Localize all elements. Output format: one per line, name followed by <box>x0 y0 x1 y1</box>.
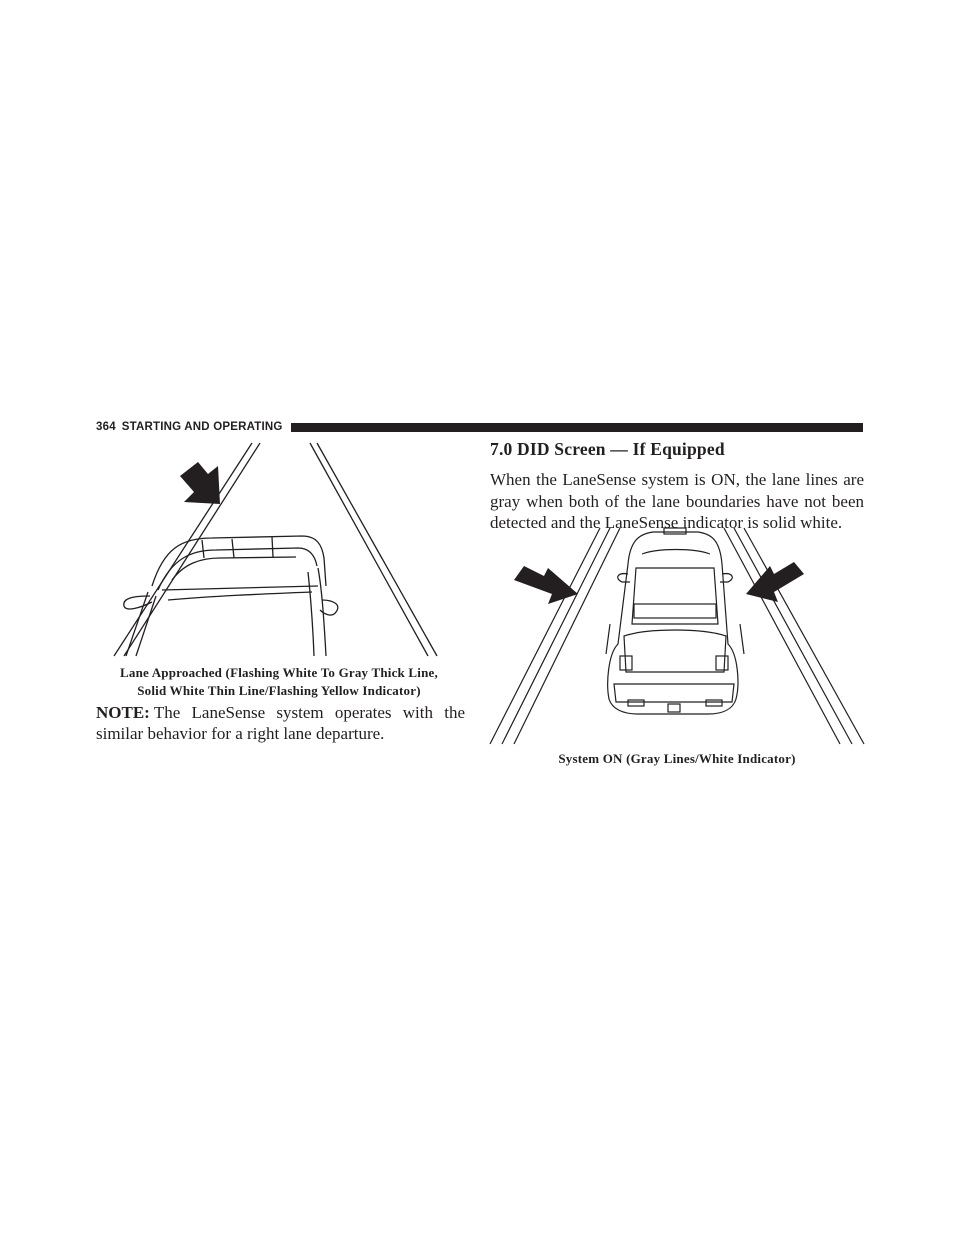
lane-approached-illustration <box>112 440 440 658</box>
running-header <box>96 419 863 435</box>
note-paragraph <box>96 702 465 744</box>
section-heading: 7.0 DID Screen — If Equipped <box>490 439 725 459</box>
lane-approached-figure <box>112 440 440 658</box>
left-figure-caption <box>96 664 462 700</box>
note-text: The LaneSense system operates with the similar behavior for a right lane departure. <box>96 703 465 743</box>
arrow-down-right-icon <box>514 566 578 604</box>
section-title: STARTING AND OPERATING <box>121 421 283 433</box>
right-figure-caption: System ON (Gray Lines/White Indicator) <box>558 751 796 766</box>
note-label: NOTE: <box>96 703 150 722</box>
system-on-illustration <box>488 524 868 746</box>
system-on-figure <box>488 524 868 746</box>
body-paragraph: When the LaneSense system is ON, the lane lines are gray when both of the lane boundaries have not been detected and the LaneSense indicator is solid white. <box>490 470 864 532</box>
page-number: 364 <box>96 421 116 433</box>
header-rule <box>291 423 863 432</box>
arrow-down-left-icon <box>746 562 804 602</box>
left-caption-line-1: Lane Approached (Flashing White To Gray Thick Line, <box>120 665 438 680</box>
arrow-down-right-icon <box>180 462 220 504</box>
left-caption-line-2: Solid White Thin Line/Flashing Yellow Indicator) <box>137 683 421 698</box>
